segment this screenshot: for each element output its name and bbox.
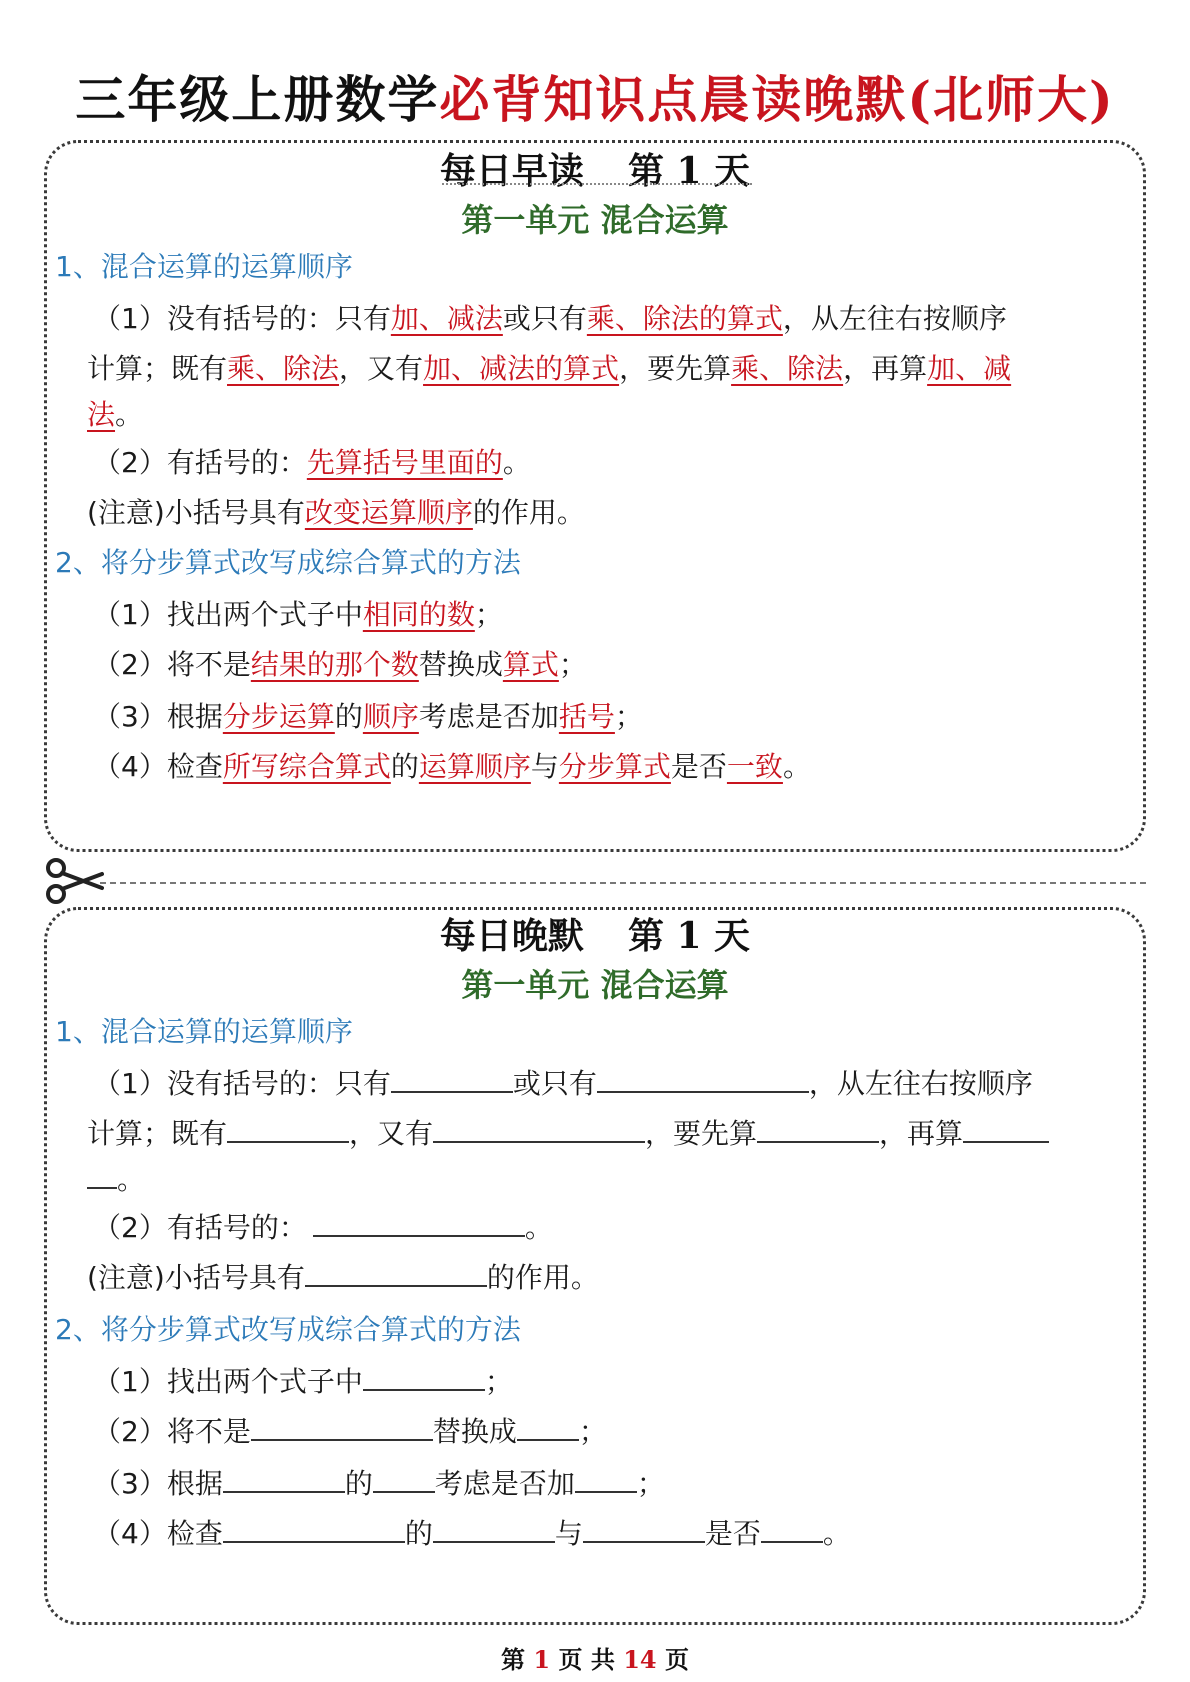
answer-text: 改变运算顺序: [304, 496, 473, 529]
text-segment: 考虑是否加: [434, 1467, 575, 1500]
answer-text: 分步算式: [558, 750, 671, 783]
page-number: [0, 1640, 1190, 1675]
section-heading-order: 1、混合运算的运算顺序: [55, 1015, 353, 1048]
answer-blank[interactable]: [223, 1465, 345, 1493]
text-segment: ，再算: [843, 352, 928, 385]
answer-text: 先算括号里面的: [306, 446, 503, 479]
text-segment: 替换成: [432, 1415, 517, 1448]
method-step-2: [93, 1412, 607, 1452]
answer-blank[interactable]: [583, 1515, 705, 1543]
text-segment: 是否: [704, 1517, 761, 1550]
text-segment: 计算；既有: [87, 352, 228, 385]
text-segment: 的作用。: [472, 496, 585, 529]
text-segment: 考虑是否加: [418, 700, 559, 733]
section-heading-method: 2、将分步算式改写成综合算式的方法: [55, 1313, 521, 1346]
text-segment: ；: [578, 1415, 607, 1448]
text-segment: (注意)小括号具有: [87, 1261, 305, 1294]
text-segment: 与: [554, 1517, 583, 1550]
text-segment: ；: [558, 648, 587, 681]
answer-blank[interactable]: [433, 1515, 555, 1543]
text-segment: 的: [390, 750, 419, 783]
section-heading-method: 2、将分步算式改写成综合算式的方法: [55, 546, 521, 579]
answer-blank[interactable]: [305, 1259, 487, 1287]
morning-reading-card: [44, 140, 1146, 852]
answer-blank[interactable]: [597, 1065, 809, 1093]
answer-text: 顺序: [362, 700, 419, 733]
text-segment: （2）将不是: [93, 648, 251, 681]
text-segment: 是否: [670, 750, 727, 783]
text-segment: 1: [533, 1645, 551, 1674]
text-segment: （4）检查: [93, 750, 223, 783]
text-segment: 的: [334, 700, 363, 733]
evening-card-title: [47, 908, 1143, 959]
text-segment: 第 1 天: [627, 915, 751, 957]
text-segment: 的作用。: [486, 1261, 599, 1294]
text-segment: 。: [115, 398, 144, 431]
text-segment: ，从左往右按顺序: [808, 1067, 1033, 1100]
rule-with-brackets: [93, 443, 531, 483]
answer-blank[interactable]: [433, 1115, 645, 1143]
answer-blank[interactable]: [575, 1465, 637, 1493]
answer-blank[interactable]: [373, 1465, 435, 1493]
answer-text: 一致: [726, 750, 783, 783]
rule-no-brackets: [93, 1064, 1033, 1104]
text-segment: ；: [484, 1365, 513, 1398]
text-segment: 替换成: [418, 648, 503, 681]
method-step-1: [93, 595, 503, 635]
text-segment: 三年级上册数学: [75, 70, 440, 129]
text-segment: 每日早读: [439, 150, 584, 192]
answer-text: 乘、除法的算式: [586, 302, 783, 335]
answer-blank[interactable]: [87, 1161, 117, 1189]
answer-blank[interactable]: [517, 1413, 579, 1441]
text-segment: 或只有: [512, 1067, 597, 1100]
method-step-4: [93, 747, 811, 787]
morning-unit-title: 第一单元 混合运算: [461, 201, 729, 239]
text-segment: 的: [344, 1467, 373, 1500]
answer-text: 括号: [558, 700, 615, 733]
answer-text: 法: [87, 398, 116, 431]
answer-blank[interactable]: [313, 1209, 525, 1237]
title-underline: [442, 183, 752, 185]
rule-no-brackets-cont: [87, 349, 1011, 389]
text-segment: （1）找出两个式子中: [93, 1365, 363, 1398]
answer-text: 加、减法的算式: [423, 352, 620, 385]
rule-no-brackets-end: [87, 395, 143, 435]
answer-text: 分步运算: [222, 700, 335, 733]
text-segment: 。: [117, 1163, 146, 1196]
text-segment: 。: [822, 1517, 851, 1550]
text-segment: ，要先算: [619, 352, 732, 385]
note-brackets: [87, 493, 585, 533]
text-segment: 与: [530, 750, 559, 783]
section-heading-order: 1、混合运算的运算顺序: [55, 250, 353, 283]
text-segment: (注意)小括号具有: [87, 496, 305, 529]
text-segment: （2）将不是: [93, 1415, 251, 1448]
method-step-2: [93, 645, 587, 685]
text-segment: ，又有: [339, 352, 424, 385]
text-segment: 每日晚默: [439, 915, 584, 957]
answer-text: 乘、除法: [227, 352, 340, 385]
text-segment: 。: [502, 446, 531, 479]
text-segment: （1）没有括号的：只有: [93, 302, 391, 335]
answer-blank[interactable]: [251, 1413, 433, 1441]
answer-blank[interactable]: [227, 1115, 349, 1143]
answer-text: 运算顺序: [418, 750, 531, 783]
text-segment: ，又有: [349, 1117, 434, 1150]
note-brackets: [87, 1258, 599, 1298]
text-segment: （4）检查: [93, 1517, 223, 1550]
rule-no-brackets: [93, 299, 1007, 339]
answer-text: 算式: [502, 648, 559, 681]
text-segment: 第 1 天: [627, 150, 751, 192]
rule-no-brackets-cont: [87, 1114, 1049, 1154]
text-segment: （3）根据: [93, 700, 223, 733]
evening-unit-title: 第一单元 混合运算: [461, 966, 729, 1004]
morning-card-title: [47, 143, 1143, 194]
cut-line: [100, 882, 1146, 884]
method-step-1: [93, 1362, 513, 1402]
scissors-icon: [44, 858, 104, 904]
text-segment: 必背知识点晨读晚默(北师大): [439, 70, 1115, 129]
text-segment: （1）没有括号的：只有: [93, 1067, 391, 1100]
text-segment: （1）找出两个式子中: [93, 598, 363, 631]
text-segment: 的: [404, 1517, 433, 1550]
text-segment: ，再算: [879, 1117, 964, 1150]
answer-text: 加、减法: [390, 302, 503, 335]
method-step-4: [93, 1514, 851, 1554]
text-segment: （3）根据: [93, 1467, 223, 1500]
answer-blank[interactable]: [223, 1515, 405, 1543]
text-segment: （2）有括号的：: [93, 446, 307, 479]
page-title: [0, 60, 1190, 132]
text-segment: 第: [501, 1645, 526, 1674]
answer-text: 加、减: [927, 352, 1012, 385]
rule-with-brackets: [93, 1208, 553, 1248]
text-segment: ，从左往右按顺序: [782, 302, 1007, 335]
answer-blank[interactable]: [963, 1115, 1049, 1143]
answer-text: 结果的那个数: [250, 648, 419, 681]
text-segment: （2）有括号的：: [93, 1211, 307, 1244]
text-segment: ；: [636, 1467, 665, 1500]
text-segment: 或只有: [502, 302, 587, 335]
text-segment: 。: [782, 750, 811, 783]
answer-blank[interactable]: [761, 1515, 823, 1543]
answer-text: 相同的数: [362, 598, 475, 631]
answer-text: 乘、除法: [731, 352, 844, 385]
text-segment: 页 共: [558, 1645, 615, 1674]
text-segment: 。: [524, 1211, 553, 1244]
answer-blank[interactable]: [391, 1065, 513, 1093]
text-segment: ；: [614, 700, 643, 733]
evening-recall-card: [44, 907, 1146, 1625]
text-segment: 14: [623, 1645, 657, 1674]
method-step-3: [93, 1464, 665, 1504]
answer-text: 所写综合算式: [222, 750, 391, 783]
text-segment: ，要先算: [645, 1117, 758, 1150]
method-step-3: [93, 697, 643, 737]
text-segment: ；: [474, 598, 503, 631]
rule-no-brackets-end: [87, 1160, 145, 1200]
answer-blank[interactable]: [757, 1115, 879, 1143]
answer-blank[interactable]: [363, 1363, 485, 1391]
text-segment: 计算；既有: [87, 1117, 228, 1150]
text-segment: 页: [664, 1645, 689, 1674]
